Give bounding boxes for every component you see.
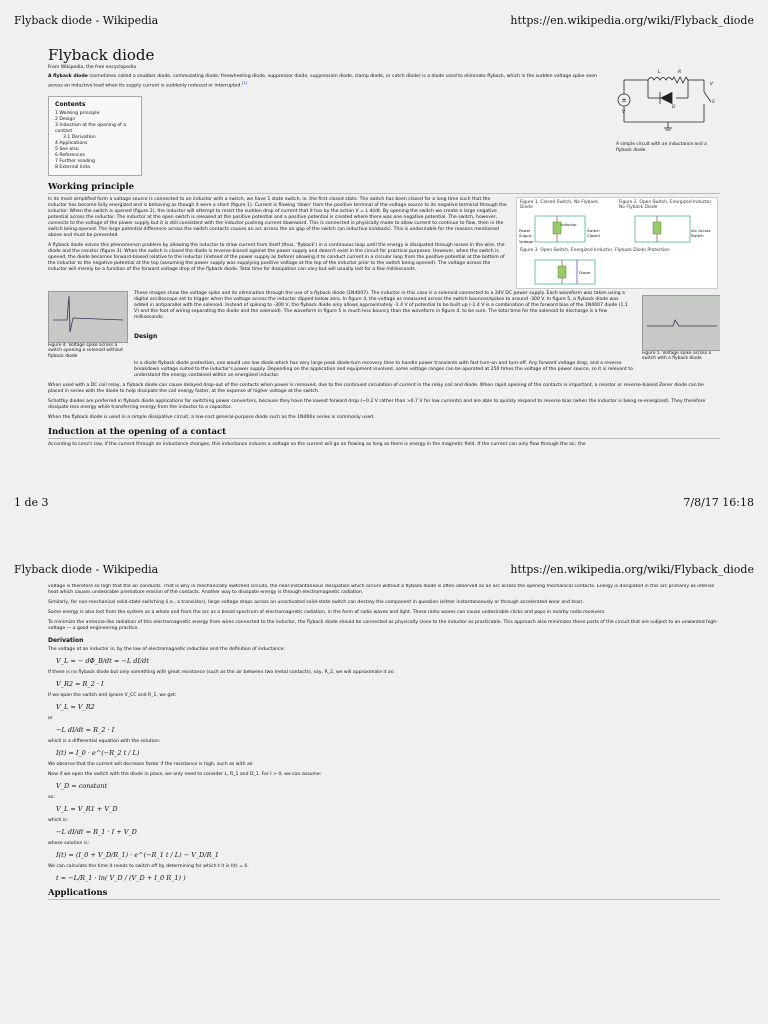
schematic-fig1-label: Figure 1. Closed Switch, No Flyback Diode bbox=[520, 199, 598, 211]
equation-9: I(t) = (I_0 + V_D/R_1) · e^(−R_1 t / L) − V_D/R_1 bbox=[56, 851, 219, 859]
equation-6: V_D = constant bbox=[56, 782, 108, 790]
working-principle-paragraph-2: A flyback diode solves this phenomenon problem by allowing the inductor to draw current from itself (thus, 'flyback') in a continuous loop until the energy is dissipated through losses in the wire, the diode and the resistor (figure 3). When the switch is closed the diode is reverse-biased against the power supply and doesn't exist in the circuit for practical purposes. However, when the switch is opened, the diode becomes forward-biased relative to the inductor (instead of the power supply as before) allowing it to conduct current in a circular loop from the positive potential at the bottom of the inductor to the negative potential at the top (assuming the power supply was supplying positive voltage at the top of the inductor prior to the switch being opened). The voltage across the inductor will merely be a function of the forward voltage drop of the flyback diode. Total time for dissipation can vary but will usually last for a few milliseconds. bbox=[48, 242, 505, 272]
working-principle-paragraph-1: In its most simplified form a voltage source is connected to an inductor with a switch, we have 1 state switch, ie. the first closed state. The switch has been closed for a long time such that the inductor has become fully energized and is behaving as though it were a short (figure 1). Current is flowing 'down' from the positive terminal of the voltage source to its negative terminal through the inductor. When the switch is opened (figure 2), the inductor will attempt to resist the sudden drop of current that it has by the action V = L di/dt. By opening the switch we create a large negative potential across the inductor. The inductor at the open switch is released at the positive potential and a positive potential is created where there was one negative potential. The switch, however, connects to the voltage of the power supply but it is still consistent with the inductor pushing current downward. This is connected is physically made to allow current to continue to flow, then in the switch being opened. The large potential difference across the switch contacts causes an arc across the air gap of the switch (an inductive kickback). This is undesirable for the reasons mentioned above and must be prevented. bbox=[48, 196, 507, 238]
print-page-url: https://en.wikipedia.org/wiki/Flyback_diode bbox=[510, 14, 754, 27]
figure-5-caption: Figure 5. Voltage spike across a switch with a flyback diode bbox=[642, 350, 712, 362]
circuit-diagram bbox=[614, 70, 720, 140]
figure-4 bbox=[48, 291, 126, 360]
oscilloscope-image-5 bbox=[642, 295, 720, 351]
section-heading-working-principle: Working principle bbox=[48, 182, 720, 194]
equation-3: V_L = V_R2 bbox=[56, 703, 95, 711]
toc-item[interactable]: 5 See also bbox=[55, 146, 79, 152]
print-page-title: Flyback diode - Wikipedia bbox=[14, 14, 159, 27]
toc-item[interactable]: 6 References bbox=[55, 152, 85, 158]
induction-paragraph-1-continued: voltage is therefore so high that the air conducts. That is why in mechanically switched circuits, the near-instantaneous dissipation which occurs without a flyback diode is often observed as an arc across the opening mechanical contacts. Energy is dissipated in this arc primarily as intense heat which causes undesirable premature erosion of the contacts. Another way to dissipate energy is through electromagnetic radiation. bbox=[48, 584, 715, 595]
induction-paragraph-1: According to Lenz's law, if the current through an inductance changes, this inductance induces a voltage so the current will go on flowing as long as there is energy in the magnetic field. If the current can only flow through the air, the bbox=[48, 441, 586, 447]
schematic-fig3-label: Figure 3. Open Switch, Energized Inductor, Flyback Diode Protection bbox=[520, 247, 670, 253]
toc-title: Contents bbox=[55, 100, 86, 108]
equation-10: t = −L/R_1 · ln( V_D / (V_D + I_0 R_1) ) bbox=[56, 874, 186, 882]
print-header-page1 bbox=[0, 8, 768, 34]
lead-bold-term: A flyback diode bbox=[48, 74, 88, 79]
print-header-page2 bbox=[0, 557, 768, 583]
circuit-label-R: R bbox=[678, 70, 682, 75]
section-heading-design: Design bbox=[134, 332, 158, 340]
circuit-label-S: S bbox=[712, 100, 715, 105]
circuit-label-D: D bbox=[672, 105, 676, 110]
circuit-label-L: L bbox=[658, 70, 661, 75]
subsection-heading-derivation: Derivation bbox=[48, 637, 84, 644]
derivation-intro: The voltage at an inductor is, by the law of electromagnetic induction and the definition of inductance: bbox=[48, 647, 285, 652]
print-page-url: https://en.wikipedia.org/wiki/Flyback_diode bbox=[510, 563, 754, 576]
circuit-label-VS: V bbox=[622, 110, 626, 115]
article-source-line: From Wikipedia, the free encyclopedia bbox=[48, 65, 137, 70]
derivation-text-1: If there is no flyback diode but only something with great resistance (such as the air between two metal contacts), say, R_2, we will approximate it as: bbox=[48, 670, 395, 675]
page-2-content bbox=[48, 584, 720, 1020]
derivation-which: which is: bbox=[48, 818, 69, 823]
oscilloscope-image-4 bbox=[48, 291, 128, 343]
design-paragraph-4: When the flyback diode is used in a simple dissipative circuit, a low-cost general-purpose diode such as the 1N400x series is commonly used. bbox=[48, 414, 375, 420]
schematic-figure bbox=[516, 197, 718, 289]
design-paragraph-1: In a diode flyback diode protection, one would use low diode which has very large peak diode-turn recovery time to handle power transients with fast turn-on and turn-off. Any forward voltage drop, and a reverse breakdown voltage suited to the inductor's power supply. Depending on the application and equipment involved, some voltage ranges can be operated at 250 times the voltage of the power source, so it is relevant to understand the energy contained within an energized inductor. bbox=[134, 360, 633, 378]
toc-item[interactable]: 3.1 Derivation bbox=[63, 134, 96, 140]
schematic-fig2-label: Figure 2. Open Switch, Energized Inductor, No Flyback Diode bbox=[619, 199, 713, 211]
derivation-text-4: We observe that the current will decrease faster if the resistance is high, such as with air. bbox=[48, 762, 254, 767]
equation-5: I(t) = I_0 · e^(−R_2 t / L) bbox=[56, 749, 140, 757]
table-of-contents bbox=[48, 96, 142, 176]
design-paragraph-2: When used with a DC coil relay, a flyback diode can cause delayed drop-out of the contacts when power is removed, due to the continued circulation of current in the relay coil and diode. When rapid opening of the contacts is important, a resistor or reverse-biased Zener diode can be placed in series with the diode to help dissipate the coil energy faster, at the expense of higher voltage at the switch. bbox=[48, 382, 704, 394]
lead-ref-link[interactable]: [1] bbox=[241, 80, 248, 85]
equation-2: V_R2 = R_2 · I bbox=[56, 680, 104, 688]
circuit-figure bbox=[614, 70, 720, 166]
equation-4: −L dI/dt = R_2 · I bbox=[56, 726, 115, 734]
derivation-text-3: which is a differential equation with the solution: bbox=[48, 739, 161, 744]
derivation-solution: whose solution is: bbox=[48, 841, 90, 846]
derivation-or: or bbox=[48, 716, 53, 721]
equation-8: −L dI/dt = R_1 · I + V_D bbox=[56, 828, 137, 836]
schematic-arc-label: Arc Across Switch bbox=[691, 227, 711, 239]
toc-item[interactable]: 8 External links bbox=[55, 164, 91, 170]
working-principle-paragraph-3: These images show the voltage spike and its elimination through the use of a flyback diode (1N4007). The inductor in this case is a solenoid connected to a 24V DC power supply. Each waveform was taken using a digital oscilloscope set to trigger when the voltage across the inductor dipped below zero. In figure 4, the voltage as measured across the switch bounces/spikes to around -300 V. In figure 5, a flyback diode was added in antiparallel with the solenoid. Instead of spiking to -300 V, the flyback diode only allows approximately -1.4 V of potential to be built up (-1.4 V is a combination of the forward bias of the 1N4007 diode (1.1 V) and the foot of wiring separating the diode and the solenoid). The waveform in figure 5 is much less bouncy than the waveform in figure 4, to be sure. The total time for the solenoid to discharge is a few milliseconds. bbox=[134, 290, 628, 320]
article-title: Flyback diode bbox=[48, 46, 155, 64]
schematic-inductor-label: Inductor bbox=[561, 221, 577, 227]
toc-item[interactable]: 1 Working principle bbox=[55, 110, 100, 116]
lead-paragraph bbox=[48, 74, 598, 90]
print-datetime: 7/8/17 16:18 bbox=[683, 496, 754, 509]
toc-item[interactable]: 2 Design bbox=[55, 116, 76, 122]
induction-paragraph-3: Some energy is also lost from the system as a whole and from the arc as a broad spectrum of electromagnetic radiation, in the form of radio waves and light. These radio waves can cause undesirable clicks and pops in nearby radio receivers. bbox=[48, 610, 606, 615]
print-page-number: 1 de 3 bbox=[14, 496, 49, 509]
design-paragraph-3: Schottky diodes are preferred in flyback diode applications for switching power converters, because they have the lowest forward drop (~0.2 V rather than >0.7 V for low currents) and are able to quickly respond to reverse bias (when the inductor is being re-energized). They therefore dissipate less energy while transferring energy from the inductor to a capacitor. bbox=[48, 398, 706, 410]
equation-7: V_L = V_R1 + V_D bbox=[56, 805, 118, 813]
figure-4-caption: Figure 4. Voltage spike across a switch opening a solenoid without flyback diode bbox=[48, 342, 123, 359]
equation-1: V_L = − dΦ_B/dt = −L dI/dt bbox=[56, 657, 149, 665]
schematic-diode-label: Diode bbox=[579, 269, 591, 275]
svg-text:±: ± bbox=[621, 97, 627, 104]
toc-item[interactable]: 7 Further reading bbox=[55, 158, 95, 164]
schematic-drawing bbox=[517, 198, 717, 288]
schematic-switch-label: Switch Closed bbox=[587, 227, 600, 239]
section-heading-applications: Applications bbox=[48, 888, 720, 900]
derivation-text-5: Now if we open the switch with the diode in place, we only need to consider L, R_1 and D_1. For I > 0, we can assume: bbox=[48, 772, 322, 777]
induction-paragraph-4: To minimize the antenna-like radiation of this electromagnetic energy from wires connected to the inductor, the flyback diode should be connected as physically close to the inductor as practicable. This approach also minimizes those parts of the circuit that are subject to an unwanted high-voltage — a good engineering practice. bbox=[48, 620, 718, 631]
circuit-label-VL: V bbox=[710, 82, 714, 87]
figure-5 bbox=[642, 295, 720, 362]
circuit-caption: A simple circuit with an inductance and a flyback diode bbox=[616, 142, 707, 153]
derivation-text-6: We can calculate the time it needs to switch off by determining for which t it is I(t) = 0. bbox=[48, 864, 249, 869]
lead-text: (sometimes called a snubber diode, commutating diode, freewheeling diode, suppressor diode, suppression diode, clamp diode, or catch diode) is a diode used to eliminate flyback, which is the sudden voltage spike seen across an inductive load when its supply current is suddenly reduced or interrupted. bbox=[48, 74, 597, 89]
toc-item[interactable]: 3 Induction at the opening of a contact bbox=[55, 122, 127, 134]
derivation-text-2: If we open the switch and ignore V_CC and R_1, we get: bbox=[48, 693, 177, 698]
schematic-source-label: Power Supply Voltage bbox=[519, 227, 534, 244]
derivation-so: so: bbox=[48, 795, 55, 800]
section-heading-induction: Induction at the opening of a contact bbox=[48, 427, 720, 439]
induction-paragraph-2: Similarly, for non-mechanical solid-state switching (i.e., a transistor), large voltage drops across an unactivated solid-state switch can destroy the component in question (either instantaneously or through accelerated wear and tear). bbox=[48, 600, 585, 605]
print-page-title: Flyback diode - Wikipedia bbox=[14, 563, 159, 576]
page-1-content bbox=[48, 46, 720, 476]
toc-item[interactable]: 4 Applications bbox=[55, 140, 88, 146]
